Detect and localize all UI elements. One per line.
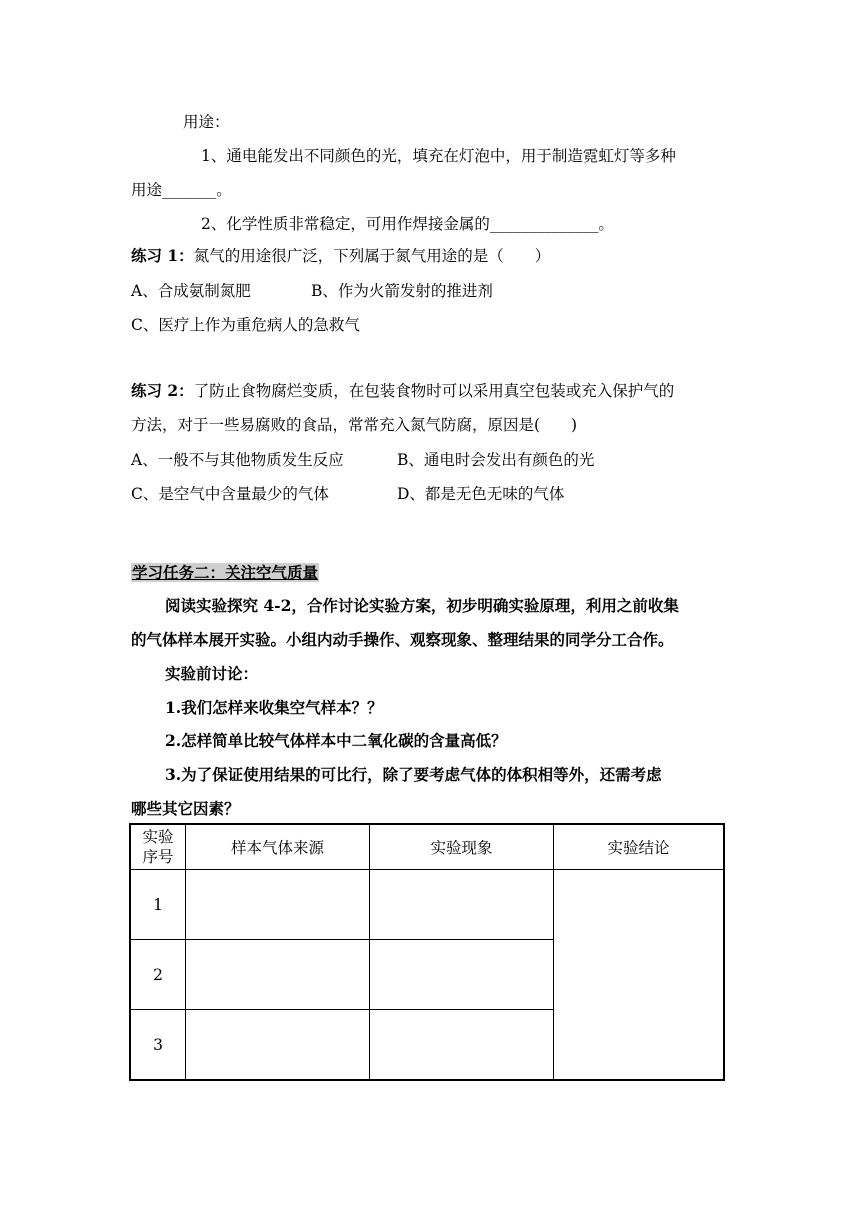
phenomenon-cell	[370, 940, 554, 1010]
exercise1-option-b: B、作为火箭发射的推进剂	[311, 282, 493, 300]
experiment-table	[129, 823, 725, 1081]
exercise2-question-line1	[131, 381, 674, 401]
discussion-title: 实验前讨论：	[165, 664, 259, 683]
task2-heading: 学习任务二：关注空气质量	[132, 563, 319, 582]
discussion-q3-line1: 3.为了保证使用结果的可比行，除了要考虑气体的体积相等外，还需考虑	[165, 765, 662, 784]
exercise1-label: 练习 1：	[131, 246, 194, 265]
exercise2-option-d: D、都是无色无味的气体	[397, 485, 565, 503]
discussion-q3-line2: 哪些其它因素？	[131, 799, 240, 818]
discussion-q1: 1.我们怎样来收集空气样本？？	[165, 698, 383, 717]
exercise1-question	[131, 246, 550, 266]
row-number: 1	[130, 870, 186, 940]
uses-item2: 2、化学性质非常稳定，可用作焊接金属的______________。	[201, 215, 614, 233]
row-number: 3	[130, 1010, 186, 1081]
phenomenon-cell	[370, 870, 554, 940]
task2-heading-wrap	[131, 563, 319, 583]
exercise2-label: 练习 2：	[131, 381, 194, 400]
exercise2-option-c: C、是空气中含量最少的气体	[131, 485, 329, 503]
exercise1-option-a: A、合成氨制氮肥	[131, 282, 251, 300]
uses-item1-line1: 1、通电能发出不同颜色的光，填充在灯泡中，用于制造霓虹灯等多种	[201, 147, 676, 165]
task2-intro-line2: 的气体样本展开实验。小组内动手操作、观察现象、整理结果的同学分工合作。	[131, 630, 674, 649]
row-number: 2	[130, 940, 186, 1010]
conclusion-cell	[554, 870, 725, 1081]
header-conclusion: 实验结论	[554, 824, 725, 870]
exercise1-text: 氮气的用途很广泛，下列属于氮气用途的是（ ）	[193, 247, 551, 265]
table-row	[130, 870, 724, 940]
task2-intro-line1: 阅读实验探究 4-2，合作讨论实验方案，初步明确实验原理，利用之前收集	[165, 596, 679, 615]
header-seq	[130, 824, 186, 870]
exercise2-question-line2: 方法，对于一些易腐败的食品，常常充入氮气防腐，原因是( )	[131, 416, 578, 434]
exercise1-option-c: C、医疗上作为重危病人的急救气	[131, 316, 360, 334]
discussion-q2: 2.怎样简单比较气体样本中二氧化碳的含量高低？	[165, 731, 507, 750]
uses-title: 用途：	[183, 113, 230, 131]
exercise2-option-b: B、通电时会发出有颜色的光	[397, 451, 595, 469]
uses-item1-line2: 用途_______。	[131, 181, 232, 199]
header-seq-line2: 序号	[142, 848, 174, 866]
phenomenon-cell	[370, 1010, 554, 1081]
header-phenomenon: 实验现象	[370, 824, 554, 870]
exercise2-option-a: A、一般不与其他物质发生反应	[131, 451, 344, 469]
header-source: 样本气体来源	[186, 824, 370, 870]
exercise2-text: 了防止食物腐烂变质，在包装食物时可以采用真空包装或充入保护气的	[193, 382, 675, 400]
source-cell	[186, 1010, 370, 1081]
header-seq-line1: 实验	[142, 828, 174, 846]
source-cell	[186, 940, 370, 1010]
table-header-row	[130, 824, 724, 870]
source-cell	[186, 870, 370, 940]
